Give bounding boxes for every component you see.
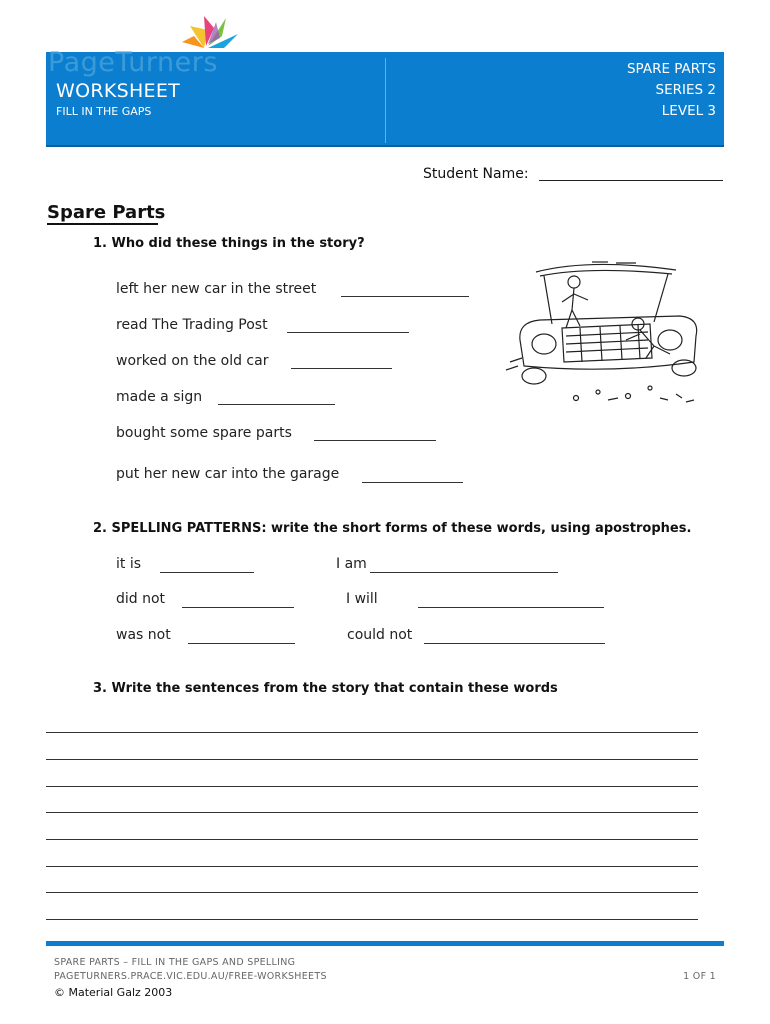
student-name-label: Student Name: [423,166,529,182]
worksheet-subtitle: FILL IN THE GAPS [56,105,152,118]
question-3-prompt: 3. Write the sentences from the story that contain these words [93,681,558,696]
footer-page-number: 1 OF 1 [683,971,716,982]
brand-logo-text: PageTurners [48,47,218,78]
q2-left-answer-2[interactable] [182,607,294,608]
banner-divider [385,58,386,143]
writing-line-1[interactable] [46,732,698,733]
writing-line-8[interactable] [46,919,698,920]
q2-right-answer-3[interactable] [424,643,605,644]
section-title-underline [47,223,158,225]
q2-right-answer-1[interactable] [370,572,558,573]
student-name-field[interactable] [539,180,723,181]
q1-answer-2[interactable] [287,332,409,333]
footer-url: PAGETURNERS.PRACE.VIC.EDU.AU/FREE-WORKSHEETS [54,971,327,982]
q1-item-1: left her new car in the street [116,281,317,297]
q2-left-word-1: it is [116,556,142,572]
writing-line-6[interactable] [46,866,698,867]
writing-line-7[interactable] [46,892,698,893]
header-series-number: SERIES 2 [655,82,716,98]
header-series-title: SPARE PARTS [626,61,716,77]
q1-answer-6[interactable] [362,482,463,483]
q2-left-answer-3[interactable] [188,643,295,644]
worksheet-title: WORKSHEET [56,80,181,102]
q1-answer-3[interactable] [291,368,392,369]
car-illustration [500,258,720,408]
q1-answer-1[interactable] [341,296,469,297]
footer-bar [46,941,724,946]
q2-left-word-2: did not [116,591,166,607]
q2-right-word-1: I am [336,556,367,572]
q2-right-word-3: could not [347,627,413,643]
q2-right-answer-2[interactable] [418,607,604,608]
footer-title: SPARE PARTS – FILL IN THE GAPS AND SPELLING [54,957,296,968]
q1-item-3: worked on the old car [116,353,269,369]
question-1-prompt: 1. Who did these things in the story? [93,236,365,251]
q1-item-2: read The Trading Post [116,317,268,333]
question-2-prompt: 2. SPELLING PATTERNS: write the short forms of these words, using apostrophes. [93,521,692,536]
q2-left-word-3: was not [116,627,171,643]
q1-answer-4[interactable] [218,404,335,405]
q2-right-word-2: I will [346,591,378,607]
q2-left-answer-1[interactable] [160,572,254,573]
q1-answer-5[interactable] [314,440,436,441]
writing-line-4[interactable] [46,812,698,813]
q1-item-4: made a sign [116,389,203,405]
writing-line-3[interactable] [46,786,698,787]
copyright-notice: © Material Galz 2003 [54,986,173,999]
q1-item-6: put her new car into the garage [116,466,340,482]
q1-item-5: bought some spare parts [116,425,292,441]
writing-line-5[interactable] [46,839,698,840]
header-level: LEVEL 3 [661,103,716,119]
section-title: Spare Parts [47,202,166,223]
writing-line-2[interactable] [46,759,698,760]
